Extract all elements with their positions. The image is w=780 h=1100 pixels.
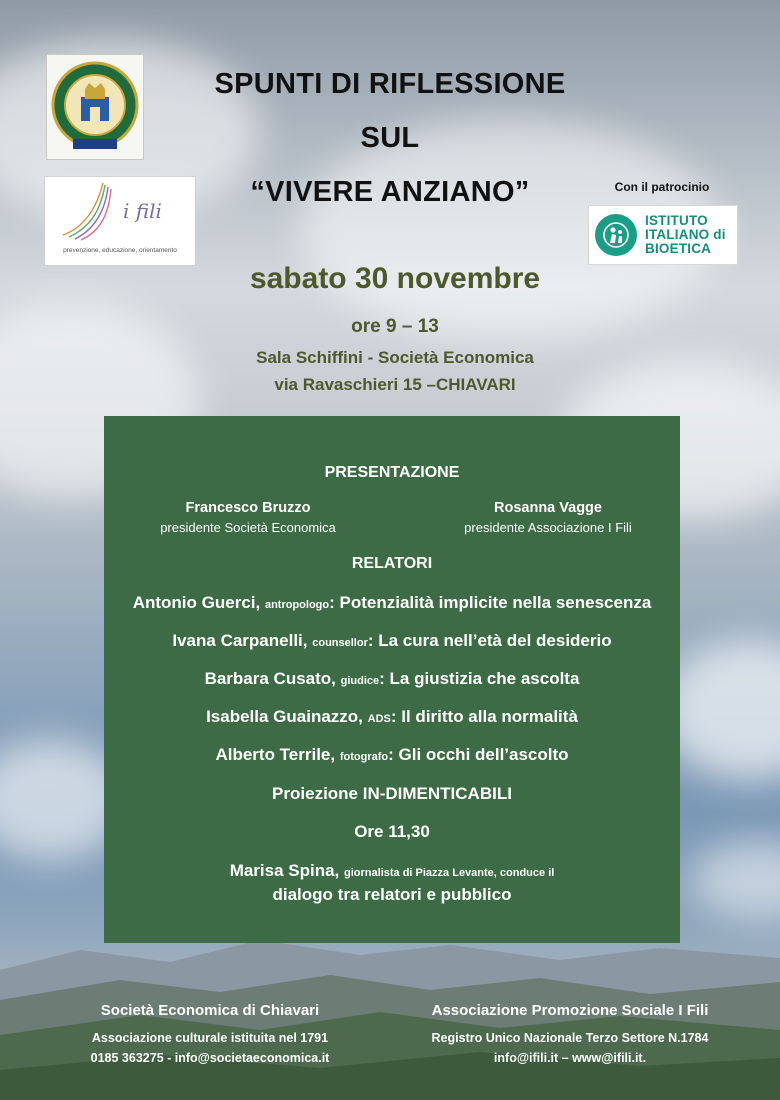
event-date: sabato 30 novembre	[249, 262, 541, 295]
societas-logo	[46, 54, 144, 160]
crest-icon	[51, 59, 139, 155]
event-time: ore 9 – 13	[351, 316, 439, 337]
presentation-heading: PRESENTAZIONE	[324, 464, 460, 481]
footer-right: Associazione Promozione Sociale I Fili Registro Unico Nazionale Terzo Settore N.1784 info@ifili.it – www@ifili.it.	[431, 1002, 709, 1065]
speaker-row: Isabella Guainazzo, ADS: Il diritto alla normalità	[206, 707, 578, 726]
threads-icon	[45, 177, 195, 247]
speakers-heading: RELATORI	[351, 555, 433, 572]
title-line-1: SPUNTI DI RIFLESSIONE	[214, 68, 566, 100]
moderator-line: Marisa Spina, giornalista di Piazza Levante, conduce il	[229, 861, 555, 880]
presenter: Rosanna Vagge presidente Associazione I Fili	[464, 500, 632, 535]
speaker-row: Barbara Cusato, giudice: La giustizia che ascolta	[204, 669, 580, 688]
ifili-tagline: prevenzione, educazione, orientamento	[63, 247, 177, 254]
bioetica-logo	[588, 205, 738, 265]
speaker-row: Antonio Guerci, antropologo: Potenzialità implicite nella senescenza	[132, 593, 652, 612]
program-panel	[104, 416, 680, 943]
patrocinio-label: Con il patrocinio	[614, 180, 710, 194]
bioetica-name: ISTITUTO ITALIANO di BIOETICA	[645, 213, 726, 256]
event-address: via Ravaschieri 15 –CHIAVARI	[274, 375, 516, 394]
event-venue: Sala Schiffini - Società Economica	[256, 348, 534, 367]
projection-time: Ore 11,30	[354, 822, 430, 841]
ifili-wordmark: i fili	[123, 199, 162, 223]
speaker-row: Ivana Carpanelli, counsellor: La cura nell’età del desiderio	[172, 631, 612, 650]
bioethics-emblem-icon	[595, 214, 637, 256]
presenter: Francesco Bruzzo presidente Società Economica	[160, 500, 336, 535]
ifili-logo	[44, 176, 196, 266]
speaker-row: Alberto Terrile, fotografo: Gli occhi dell’ascolto	[215, 745, 569, 764]
cloud	[690, 840, 780, 920]
title-line-2: SUL	[360, 122, 420, 154]
projection-title: Proiezione IN-DIMENTICABILI	[272, 784, 512, 803]
title-line-3: “VIVERE ANZIANO”	[250, 176, 530, 208]
footer-left: Società Economica di Chiavari Associazione culturale istituita nel 1791 0185 363275 - info@societaeconomica.it	[90, 1002, 330, 1065]
moderator-line-2: dialogo tra relatori e pubblico	[272, 885, 512, 904]
